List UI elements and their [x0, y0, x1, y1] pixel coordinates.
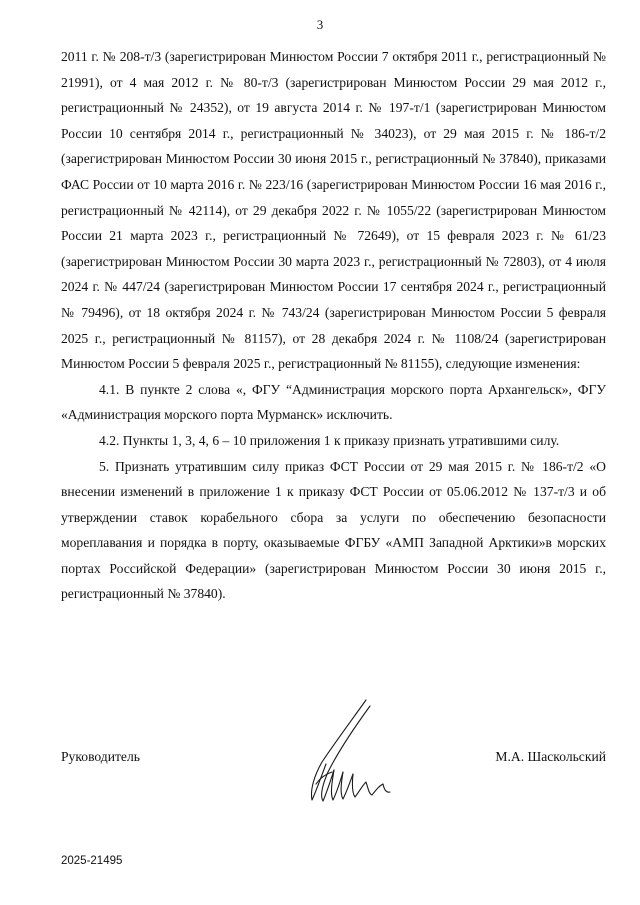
- signatory-name: М.А. Шаскольский: [495, 749, 606, 764]
- paragraph-5: 5. Признать утратившим силу приказ ФСТ России от 29 мая 2015 г. № 186-т/2 «О внесении изменений в приложение 1 к приказу ФСТ России от 05.06.2012 № 137-т/3 и об утверждении ставок корабельного сбора за услуги по обеспечению безопасности мореплавания и порядка в порту, оказываемые ФГБУ «АМП Западной Арктики»в морских портах Российской Федерации» (зарегистрирован Минюстом России 30 июня 2015 г., регистрационный № 37840).: [61, 458, 606, 602]
- paragraph-4-1: 4.1. В пункте 2 слова «, ФГУ “Администрация морского порта Архангельск», ФГУ «Администрация морского порта Мурманск» исключить.: [61, 381, 606, 423]
- page-number: 3: [316, 17, 324, 32]
- paragraph-amendments-list: 2011 г. № 208-т/3 (зарегистрирован Минюстом России 7 октября 2011 г., регистрационный № 21991), от 4 мая 2012 г. № 80-т/3 (зарегистрирован Минюстом России 29 мая 2012 г., регистрационный № 24352), от 19 августа 2014 г. № 197-т/1 (зарегистрирован Минюстом России 10 сентября 2014 г., регистрационный № 34023), от 29 мая 2015 г. № 186-т/2 (зарегистрирован Минюстом России 30 июня 2015 г., регистрационный № 37840), приказами ФАС России от 10 марта 2016 г. № 223/16 (зарегистрирован Минюстом России 16 мая 2016 г., регистрационный № 42114), от 29 декабря 2022 г. № 1055/22 (зарегистрирован Минюстом России 21 марта 2023 г., регистрационный № 72649), от 15 февраля 2023 г. № 61/23 (зарегистрирован Минюстом России 30 марта 2023 г., регистрационный № 72803), от 4 июля 2024 г. № 447/24 (зарегистрирован Минюстом России 17 сентября 2024 г., регистрационный № 79496), от 18 октября 2024 г. № 743/24 (зарегистрирован Минюстом России 5 февраля 2025 г., регистрационный № 81157), от 28 декабря 2024 г. № 1108/24 (зарегистрирован Минюстом России 5 февраля 2025 г., регистрационный № 81155), следующие изменения:: [61, 49, 606, 372]
- handwritten-signature: [296, 696, 406, 810]
- document-id: 2025-21495: [61, 855, 123, 867]
- signatory-title: Руководитель: [61, 749, 140, 764]
- document-body: [61, 44, 606, 607]
- paragraph-4-2: 4.2. Пункты 1, 3, 4, 6 – 10 приложения 1 к приказу признать утратившими силу.: [99, 432, 560, 448]
